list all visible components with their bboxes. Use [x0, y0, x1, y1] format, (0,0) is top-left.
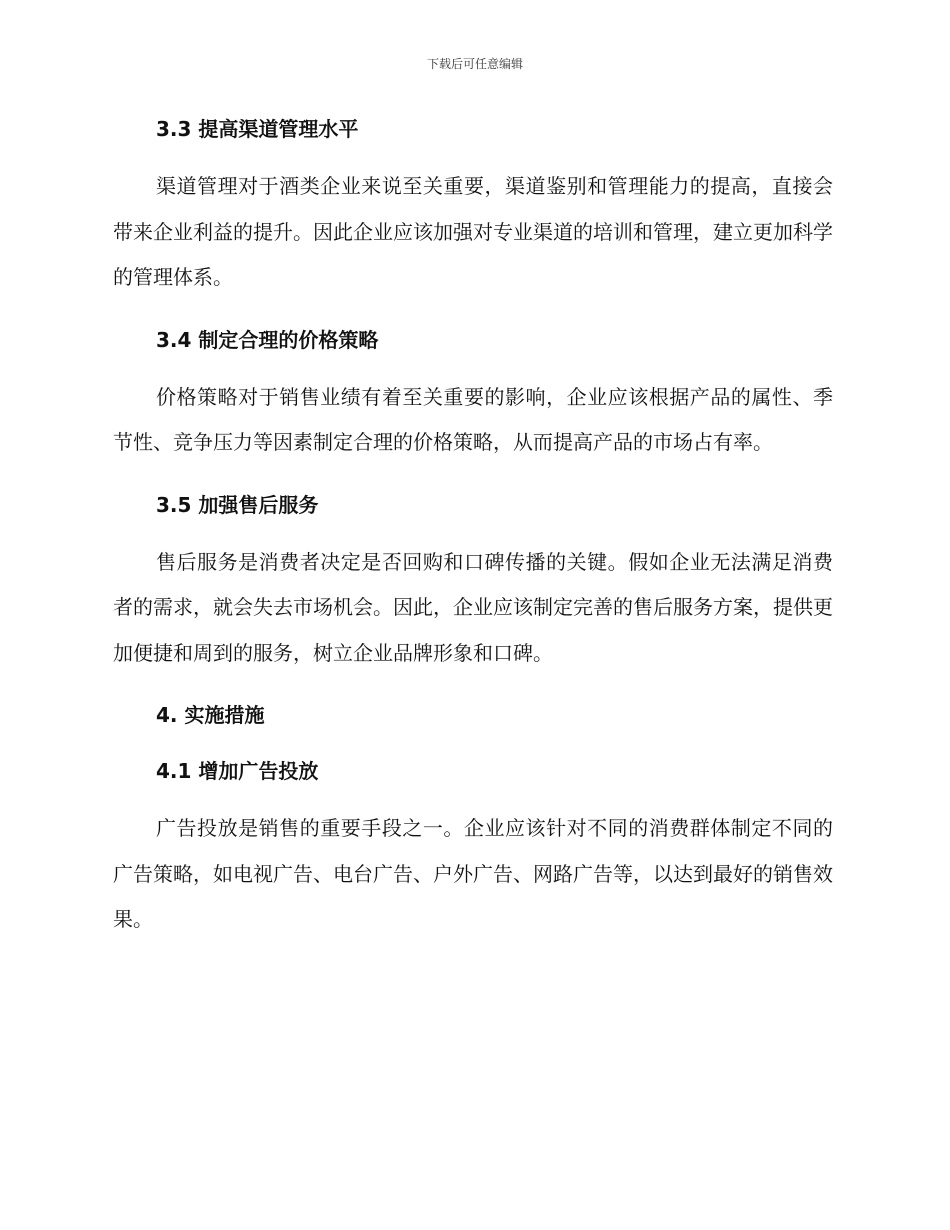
section-heading-3-3: 3.3 提高渠道管理水平: [156, 117, 359, 141]
document-body: [113, 108, 833, 961]
section-paragraph-4-1: 广告投放是销售的重要手段之一。企业应该针对不同的消费群体制定不同的广告策略，如电视广告、电台广告、户外广告、网路广告等，以达到最好的销售效果。: [113, 816, 833, 931]
section-heading-3-5: 3.5 加强售后服务: [156, 492, 319, 517]
section-paragraph-3-3: 渠道管理对于酒类企业来说至关重要，渠道鉴别和管理能力的提高，直接会带来企业利益的提升。因此企业应该加强对专业渠道的培训和管理，建立更加科学的管理体系。: [113, 174, 833, 289]
section-heading-3-4: 3.4 制定合理的价格策略: [156, 327, 379, 352]
section-paragraph-3-4: 价格策略对于销售业绩有着至关重要的影响，企业应该根据产品的属性、季节性、竞争压力等因素制定合理的价格策略，从而提高产品的市场占有率。: [113, 384, 833, 454]
section-heading-4: 4. 实施措施: [156, 703, 265, 727]
page-header: 下载后可任意编辑: [426, 57, 523, 71]
section-paragraph-3-5: 售后服务是消费者决定是否回购和口碑传播的关键。假如企业无法满足消费者的需求，就会失去市场机会。因此，企业应该制定完善的售后服务方案，提供更加便捷和周到的服务，树立企业品牌形象和口碑。: [113, 549, 833, 665]
section-heading-4-1: 4.1 增加广告投放: [156, 759, 319, 783]
